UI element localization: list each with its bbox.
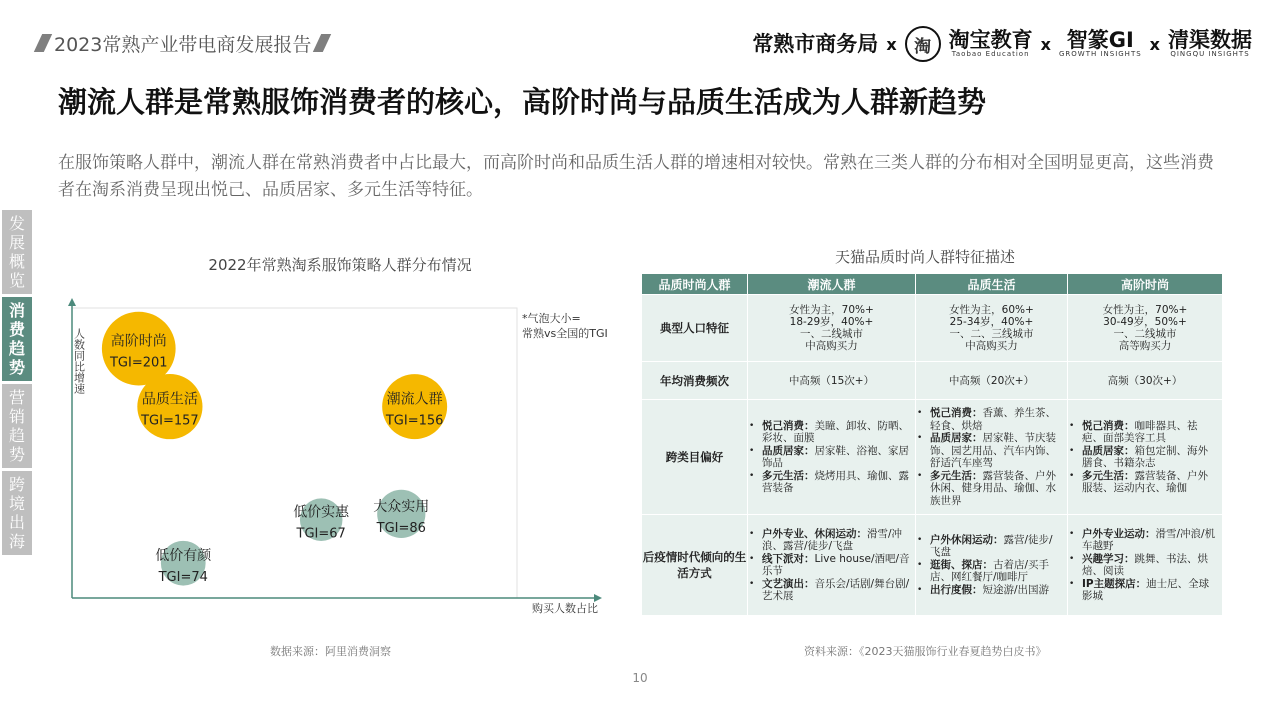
table-header-cell: 高阶时尚 <box>1068 274 1223 295</box>
x-axis-label: 购买人数占比 <box>532 602 598 615</box>
partner-separator: x <box>886 34 897 54</box>
table-row <box>642 362 1223 400</box>
table-source: 资料来源：《2023天猫服饰行业春夏趋势白皮书》 <box>804 645 1047 658</box>
report-header <box>32 30 333 56</box>
table-cell: 女性为主，70%+ 30-49岁，50%+ 一、二线城市 高等购买力 <box>1068 295 1223 362</box>
x-axis-arrow <box>594 594 602 602</box>
table-cell: 女性为主，70%+ 18-29岁，40%+ 一、二线城市 中高购买力 <box>748 295 916 362</box>
bubble-tgi-label: TGI=67 <box>296 526 346 542</box>
page-title: 潮流人群是常熟服饰消费者的核心，高阶时尚与品质生活成为人群新趋势 <box>58 85 987 119</box>
row-label: 跨类目偏好 <box>642 400 748 515</box>
chart-source: 数据来源：阿里消费洞察 <box>270 645 391 658</box>
taobao-logo-icon: 淘 <box>905 26 941 62</box>
nav-item-marketing-trend[interactable]: 营销趋势 <box>2 384 32 468</box>
row-label: 年均消费频次 <box>642 362 748 400</box>
row-label: 典型人口特征 <box>642 295 748 362</box>
table-cell: 女性为主，60%+ 25-34岁，40%+ 一、二、三线城市 中高购买力 <box>916 295 1068 362</box>
table-header-cell: 品质时尚人群 <box>642 274 748 295</box>
bubble-label: 低价实惠 <box>293 504 350 521</box>
chart-note: *气泡大小= <box>522 312 581 325</box>
partner-separator: x <box>1040 34 1051 54</box>
page-number: 10 <box>632 671 648 685</box>
bubble-tgi-label: TGI=86 <box>376 520 426 536</box>
persona-feature-table <box>641 273 1223 616</box>
table-cell: • 户外专业、休闲运动：滑雪/冲浪、露营/徒步/飞盘 • 线下派对：Live house/酒吧/音乐节 • 文艺演出：音乐会/话剧/舞台剧/艺术展 <box>748 515 916 616</box>
table-header-cell: 品质生活 <box>916 274 1068 295</box>
y-axis-arrow <box>68 298 76 306</box>
bubble-tgi-label: TGI=157 <box>141 413 199 429</box>
slash-decoration-icon <box>34 34 52 52</box>
bubble-label: 大众实用 <box>373 498 430 515</box>
partner-taobao-education: 淘宝教育 Taobao Education <box>948 28 1033 59</box>
table-cell: 中高频（20次+） <box>916 362 1068 400</box>
table-title: 天猫品质时尚人群特征描述 <box>834 248 1015 266</box>
table-cell: • 悦己消费：美瞳、卸妆、防晒、彩妆、面膜 • 品质居家：居家鞋、浴袍、家居饰品 • 多元生活：烧烤用具、瑜伽、露营装备 <box>748 400 916 515</box>
section-nav <box>2 210 32 558</box>
partner-logos <box>752 24 1252 64</box>
table-row <box>642 295 1223 362</box>
bubble-chart <box>50 280 620 620</box>
partner-qingqu-insights: 清渠数据 QINGQU INSIGHTS <box>1168 28 1252 59</box>
table-cell: • 户外休闲运动：露营/徒步/飞盘 • 逛街、探店：古着店/买手店、网红餐厅/咖啡厅 • 出行度假：短途游/出国游 <box>916 515 1068 616</box>
partner-growth-insights: 智篆GI GROWTH INSIGHTS <box>1058 28 1142 59</box>
nav-item-cross-border[interactable]: 跨境出海 <box>2 471 32 555</box>
table-cell: 高频（30次+） <box>1068 362 1223 400</box>
table-cell: • 悦己消费：咖啡器具、祛疤、面部美容工具 • 品质居家：箱包定制、海外膳食、书籍杂志 • 多元生活：露营装备、户外服装、运动内衣、瑜伽 <box>1068 400 1223 515</box>
table-cell: • 悦己消费：香薰、养生茶、轻食、烘焙 • 品质居家：居家鞋、节庆装饰、园艺用品、汽车内饰、舒适汽车座驾 • 多元生活：露营装备、户外休闲、健身用品、瑜伽、水族世界 <box>916 400 1068 515</box>
partner-commerce-bureau: 常熟市商务局 <box>752 31 879 56</box>
bubble-label: 潮流人群 <box>386 391 443 408</box>
bubble-tgi-label: TGI=74 <box>158 570 208 586</box>
table-header-row <box>642 274 1223 295</box>
table-row <box>642 400 1223 515</box>
table-header-cell: 潮流人群 <box>748 274 916 295</box>
table-row <box>642 515 1223 616</box>
chart-title: 2022年常熟淘系服饰策略人群分布情况 <box>208 256 472 274</box>
bubble-label: 低价有颜 <box>155 548 212 565</box>
table-cell: 中高频（15次+） <box>748 362 916 400</box>
bubble-label: 品质生活 <box>141 391 198 408</box>
row-label: 后疫情时代倾向的生活方式 <box>642 515 748 616</box>
y-axis-label: 人数同比增速 <box>72 328 86 394</box>
bubble-tgi-label: TGI=156 <box>385 413 444 429</box>
report-title: 2023常熟产业带电商发展报告 <box>54 33 312 56</box>
slash-decoration-icon <box>313 34 331 52</box>
partner-separator: x <box>1149 34 1160 54</box>
bubble-label: 高阶时尚 <box>110 333 167 350</box>
chart-note: 常熟vs全国的TGI <box>522 327 608 340</box>
page-description: 在服饰策略人群中，潮流人群在常熟消费者中占比最大，而高阶时尚和品质生活人群的增速相对较快。常熟在三类人群的分布相对全国明显更高，这些消费者在淘系消费呈现出悦己、品质居家、多元生活等特征。 <box>58 153 1214 200</box>
bubble-tgi-label: TGI=201 <box>109 355 168 371</box>
nav-item-consumption-trend[interactable]: 消费趋势 <box>2 297 32 381</box>
nav-item-overview[interactable]: 发展概览 <box>2 210 32 294</box>
table-cell: • 户外专业运动：滑雪/冲浪/机车越野 • 兴趣学习：跳舞、书法、烘焙、阅读 • IP主题探店：迪士尼、全球影城 <box>1068 515 1223 616</box>
